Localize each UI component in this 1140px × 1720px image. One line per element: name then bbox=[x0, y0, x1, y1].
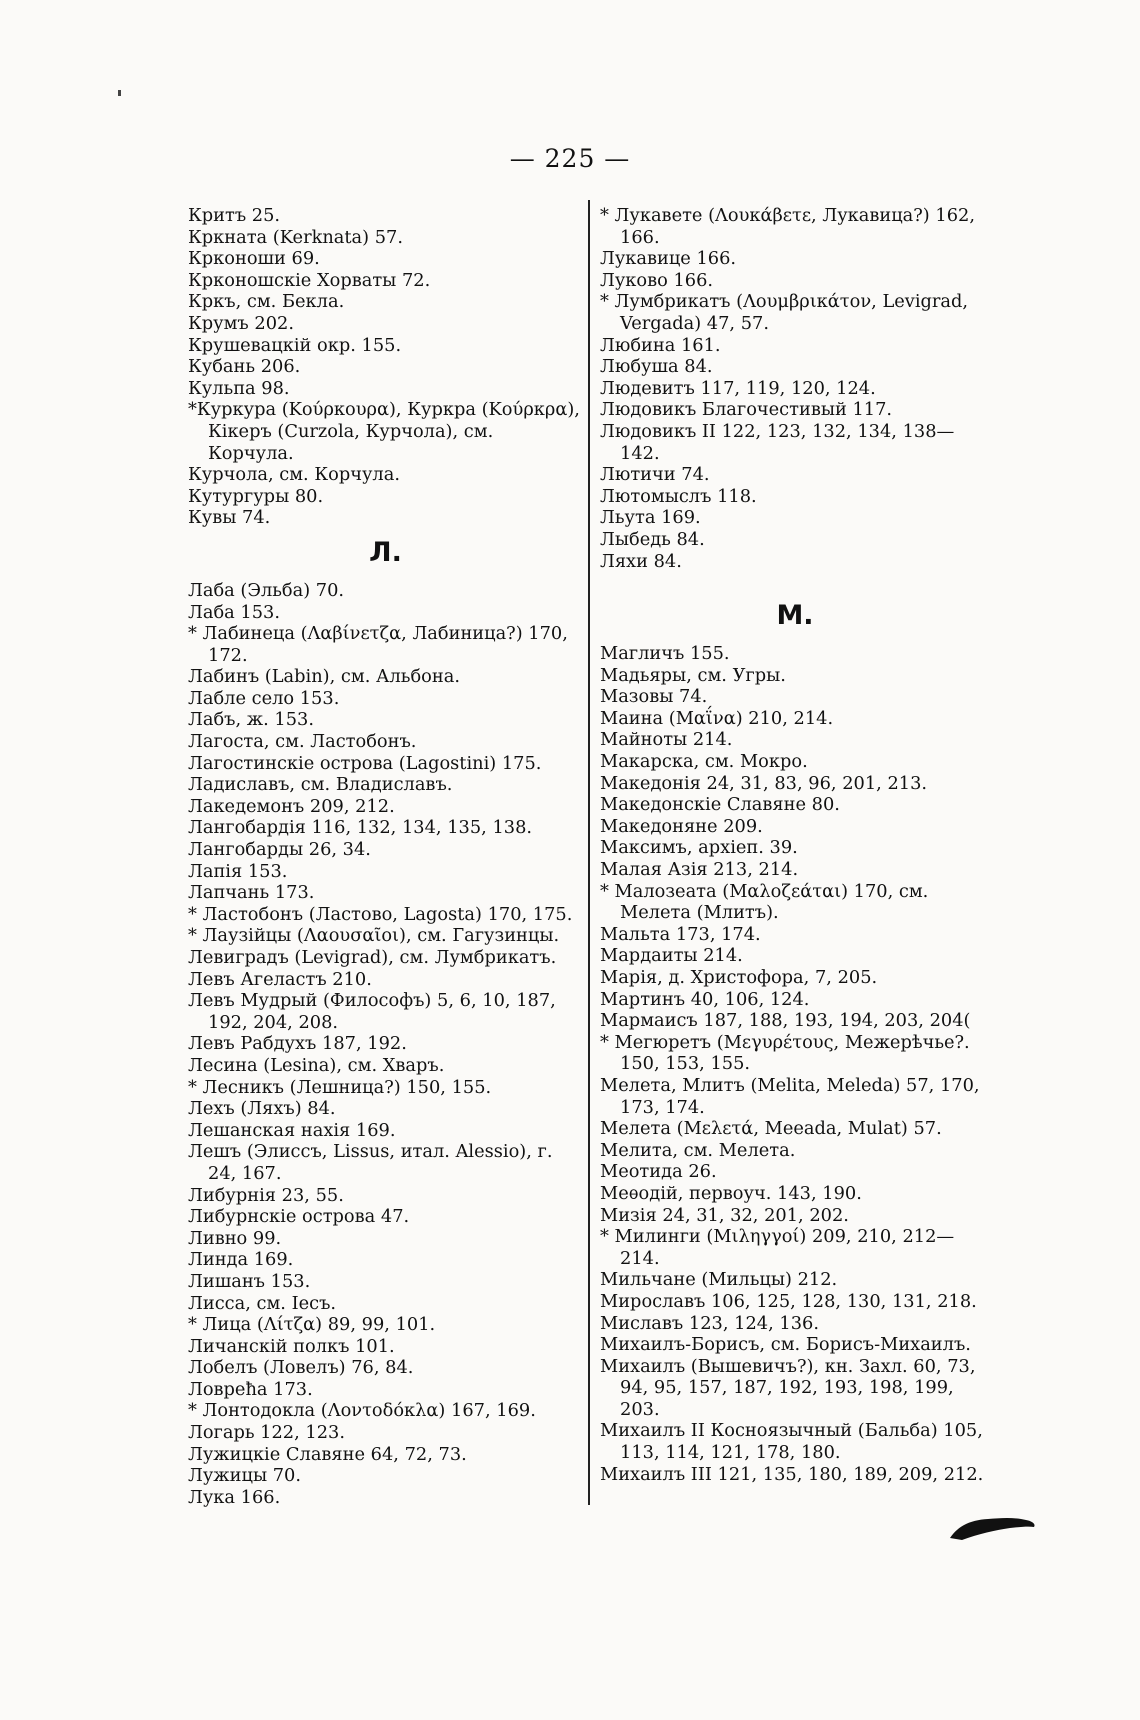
index-entry: * Лонтодокла (Λοντοδόκλα) 167, 169. bbox=[188, 1400, 536, 1422]
index-entry: Лангобардія 116, 132, 134, 135, 138. bbox=[188, 817, 533, 839]
index-entries-k bbox=[188, 205, 583, 529]
index-entry: Лангобарды 26, 34. bbox=[188, 839, 371, 861]
index-entry: *Куркура (Κούρκουρα), Куркра (Κούρκρα), Кікеръ (Curzola, Курчола), см. Корчула. bbox=[188, 399, 580, 464]
index-entry: Меотида 26. bbox=[600, 1161, 717, 1183]
index-entry: Михаилъ III 121, 135, 180, 189, 209, 212. bbox=[600, 1463, 984, 1485]
index-entry: * Мегюретъ (Μεγυρέτους, Межерѣчье?. 150, 153, 155. bbox=[600, 1031, 970, 1075]
index-entry: * Лаузійцы (Λαουσαῖοι), см. Гагузинцы. bbox=[188, 925, 560, 947]
index-entry: Македоняне 209. bbox=[600, 815, 763, 837]
index-entry: * Лица (Λίτζα) 89, 99, 101. bbox=[188, 1314, 436, 1336]
index-entry: Ловреħа 173. bbox=[188, 1378, 313, 1400]
index-entry: Меѳодій, первоуч. 143, 190. bbox=[600, 1182, 862, 1204]
index-entry: Лехъ (Ляхъ) 84. bbox=[188, 1098, 336, 1120]
index-entry: Любина 161. bbox=[600, 334, 721, 356]
index-entry: Кувы 74. bbox=[188, 507, 271, 529]
index-entry: Льута 169. bbox=[600, 507, 701, 529]
index-entry: Кркъ, см. Бекла. bbox=[188, 291, 345, 313]
index-entry: * Ластобонъ (Ластово, Lagosta) 170, 175. bbox=[188, 903, 573, 925]
index-entry: Лагостинскіе острова (Lagostini) 175. bbox=[188, 752, 542, 774]
index-entry: Крконоши 69. bbox=[188, 248, 320, 270]
index-entry: Кубань 206. bbox=[188, 356, 301, 378]
page-number: — 225 — bbox=[509, 144, 631, 173]
index-entry: Мармаисъ 187, 188, 193, 194, 203, 204( bbox=[600, 1010, 971, 1032]
index-entry: Ладиславъ, см. Владиславъ. bbox=[188, 774, 453, 796]
index-entry: Левъ Мудрый (Философъ) 5, 6, 10, 187, 192, 204, 208. bbox=[188, 990, 556, 1033]
index-entry: Лука 166. bbox=[188, 1486, 281, 1508]
index-entry: Лужицкіе Славяне 64, 72, 73. bbox=[188, 1443, 467, 1465]
index-entry: Лешанская нахія 169. bbox=[188, 1119, 396, 1141]
index-entry: Лобелъ (Ловелъ) 76, 84. bbox=[188, 1357, 414, 1379]
index-entry: Македонія 24, 31, 83, 96, 201, 213. bbox=[600, 772, 928, 794]
index-entry: Лисса, см. Іесъ. bbox=[188, 1292, 337, 1314]
index-entry: Мелета (Μελετά, Meeada, Mulat) 57. bbox=[600, 1118, 942, 1140]
index-entry: Михаилъ (Вышевичъ?), кн. Захл. 60, 73, 94, 95, 157, 187, 192, 193, 198, 199, 203. bbox=[600, 1355, 976, 1420]
index-entry: Лыбедь 84. bbox=[600, 528, 705, 550]
index-entry: Луково 166. bbox=[600, 269, 714, 291]
index-entry: Малая Азія 213, 214. bbox=[600, 859, 799, 881]
index-entry: Лагоста, см. Ластобонъ. bbox=[188, 731, 417, 753]
index-entry: Любуша 84. bbox=[600, 356, 713, 378]
index-entries-l bbox=[188, 580, 583, 1509]
index-entry: Македонскіе Славяне 80. bbox=[600, 794, 840, 816]
column-divider bbox=[588, 200, 590, 1505]
index-entry: Лаба (Эльба) 70. bbox=[188, 579, 345, 601]
index-entry: Лакедемонъ 209, 212. bbox=[188, 795, 395, 817]
section-gap bbox=[600, 572, 990, 592]
index-entry: * Лумбрикатъ (Λουμβρικάτον, Levigrad, Vergada) 47, 57. bbox=[600, 291, 969, 334]
index-entry: Миславъ 123, 124, 136. bbox=[600, 1312, 819, 1334]
index-entry: Мелита, см. Мелета. bbox=[600, 1139, 796, 1161]
index-entry: Крконошскіе Хорваты 72. bbox=[188, 269, 431, 291]
index-entry: Максимъ, архіеп. 39. bbox=[600, 837, 798, 859]
index-entry: Ливно 99. bbox=[188, 1227, 282, 1249]
index-entry: Мелета, Млитъ (Melita, Meleda) 57, 170, 173, 174. bbox=[600, 1074, 980, 1118]
index-entry: Лабле село 153. bbox=[188, 687, 340, 709]
section-letter-l: Л. bbox=[369, 536, 402, 568]
index-entry: Либурнія 23, 55. bbox=[188, 1184, 344, 1206]
index-entry: Лапчань 173. bbox=[188, 882, 315, 904]
index-entries-l-continued bbox=[600, 205, 990, 572]
index-entry: Мизія 24, 31, 32, 201, 202. bbox=[600, 1204, 849, 1226]
index-entry: Лапія 153. bbox=[188, 860, 288, 882]
index-entry: Мазовы 74. bbox=[600, 686, 708, 708]
index-entry: Мильчане (Мильцы) 212. bbox=[600, 1269, 838, 1291]
index-entry: Левъ Рабдухъ 187, 192. bbox=[188, 1033, 407, 1055]
index-entry: Кркната (Kerknata) 57. bbox=[188, 226, 404, 248]
index-entry: Крумъ 202. bbox=[188, 312, 294, 334]
index-entry: Ляхи 84. bbox=[600, 550, 682, 572]
index-entry: Личанскій полкъ 101. bbox=[188, 1335, 395, 1357]
index-entry: Лабинъ (Labin), см. Альбона. bbox=[188, 666, 460, 688]
index-entry: Левиградъ (Levigrad), см. Лумбрикатъ. bbox=[188, 947, 557, 968]
index-entry: Либурнскіе острова 47. bbox=[188, 1206, 410, 1228]
index-entry: Мальта 173, 174. bbox=[600, 923, 761, 945]
paper-speck bbox=[118, 90, 121, 96]
index-entries-m bbox=[600, 643, 990, 1485]
section-letter-m: М. bbox=[776, 600, 814, 632]
ink-blot bbox=[948, 1514, 1038, 1540]
index-entry: Лешъ (Элиссъ, Lissus, итал. Alessio), г. 24, 167. bbox=[188, 1141, 553, 1184]
index-entry: Лютомыслъ 118. bbox=[600, 485, 757, 507]
index-entry: Лужицы 70. bbox=[188, 1465, 302, 1487]
index-entry: Линда 169. bbox=[188, 1249, 294, 1271]
index-entry: Лаба 153. bbox=[188, 601, 280, 623]
index-entry: Кульпа 98. bbox=[188, 377, 290, 399]
index-entry: Марія, д. Христофора, 7, 205. bbox=[600, 967, 878, 988]
index-entry: Маина (Μαΐνα) 210, 214. bbox=[600, 707, 834, 729]
index-entry: Людовикъ Благочестивый 117. bbox=[600, 399, 893, 421]
index-entry: Мардаиты 214. bbox=[600, 945, 743, 967]
right-column bbox=[600, 205, 990, 1485]
index-entry: Михаилъ-Борисъ, см. Борисъ-Михаилъ. bbox=[600, 1334, 971, 1356]
index-entry: Лукавице 166. bbox=[600, 248, 737, 270]
index-entry: * Милинги (Μιληγγοί) 209, 210, 212—214. bbox=[600, 1226, 955, 1269]
index-entry: Макарска, см. Мокро. bbox=[600, 751, 808, 773]
index-entry: Критъ 25. bbox=[188, 205, 281, 226]
index-entry: Лесина (Lesina), см. Хваръ. bbox=[188, 1054, 445, 1076]
index-entry: * Малозеата (Μαλοζεάται) 170, см. Мелета (Млитъ). bbox=[600, 880, 929, 924]
index-entry: Левъ Агеластъ 210. bbox=[188, 968, 372, 990]
index-entry: Курчола, см. Корчула. bbox=[188, 464, 400, 486]
index-entry: * Лабинеца (Λαβίνετζα, Лабиница?) 170, 172. bbox=[188, 623, 568, 666]
index-entry: * Лукавете (Λουκάβετε, Лукавица?) 162, 166. bbox=[600, 205, 975, 248]
index-entry: Мартинъ 40, 106, 124. bbox=[600, 988, 810, 1010]
index-entry: Мадьяры, см. Угры. bbox=[600, 664, 786, 686]
index-entry: Лютичи 74. bbox=[600, 464, 710, 486]
index-entry: Людевитъ 117, 119, 120, 124. bbox=[600, 377, 876, 399]
index-entry: Лишанъ 153. bbox=[188, 1270, 311, 1292]
index-entry: Логарь 122, 123. bbox=[188, 1422, 346, 1444]
index-entry: Майноты 214. bbox=[600, 729, 733, 751]
index-entry: Людовикъ II 122, 123, 132, 134, 138—142. bbox=[600, 420, 955, 464]
index-entry: Лабъ, ж. 153. bbox=[188, 709, 315, 731]
index-entry: Михаилъ II Косноязычный (Бальба) 105, 113, 114, 121, 178, 180. bbox=[600, 1420, 983, 1464]
index-entry: * Лесникъ (Лешница?) 150, 155. bbox=[188, 1076, 492, 1098]
index-entry: Крушевацкій окр. 155. bbox=[188, 334, 402, 356]
index-entry: Магличъ 155. bbox=[600, 643, 730, 665]
index-entry: Мирославъ 106, 125, 128, 130, 131, 218. bbox=[600, 1290, 977, 1312]
left-column bbox=[188, 205, 583, 1508]
index-entry: Кутургуры 80. bbox=[188, 485, 324, 507]
